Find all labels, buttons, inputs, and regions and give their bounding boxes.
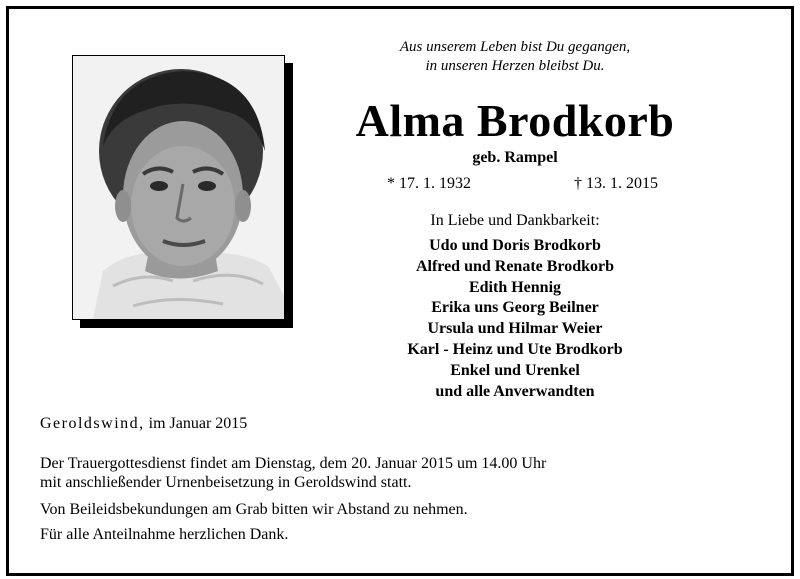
mourners-list: [340, 236, 690, 402]
death-date: † 13. 1. 2015: [574, 175, 658, 192]
deceased-name: Alma Brodkorb: [355, 95, 675, 146]
service-line-2: mit anschließender Urnenbeisetzung in Geroldswind statt.: [40, 474, 412, 491]
portrait-illustration: [73, 56, 284, 319]
mourner-name: Karl - Heinz und Ute Brodkorb: [407, 340, 623, 358]
thanks-notice: Für alle Anteilnahme herzlichen Dank.: [40, 526, 289, 543]
mourner-name: Udo und Doris Brodkorb: [429, 237, 601, 254]
motto-line-2: in unseren Herzen bleibst Du.: [425, 58, 605, 74]
town-name: Geroldswind,: [40, 415, 145, 432]
mourners-intro: In Liebe und Dankbarkeit:: [430, 212, 600, 229]
mourner-name: und alle Anverwandten: [435, 382, 595, 400]
mourner-name: Edith Hennig: [468, 278, 562, 296]
birth-date: * 17. 1. 1932: [387, 175, 471, 192]
service-line-1: Der Trauergottesdienst findet am Dienstag, dem 20. Januar 2015 um 14.00 Uhr: [40, 455, 547, 472]
mourner-name: Erika uns Georg Beilner: [431, 299, 599, 317]
service-notice: [40, 454, 546, 492]
place-date-line: [40, 414, 247, 434]
mourner-name: Alfred und Renate Brodkorb: [415, 257, 615, 275]
month-year: im Januar 2015: [148, 415, 248, 432]
condolence-notice: Von Beileidsbekundungen am Grab bitten wir Abstand zu nehmen.: [40, 501, 468, 518]
motto-line-1: Aus unserem Leben bist Du gegangen,: [399, 39, 631, 55]
mourner-name: Ursula und Hilmar Weier: [427, 320, 603, 338]
mourner-name: Enkel und Urenkel: [450, 361, 580, 379]
portrait-photo: [72, 55, 285, 320]
born-name: geb. Rampel: [472, 149, 558, 166]
memorial-motto: [340, 38, 690, 76]
